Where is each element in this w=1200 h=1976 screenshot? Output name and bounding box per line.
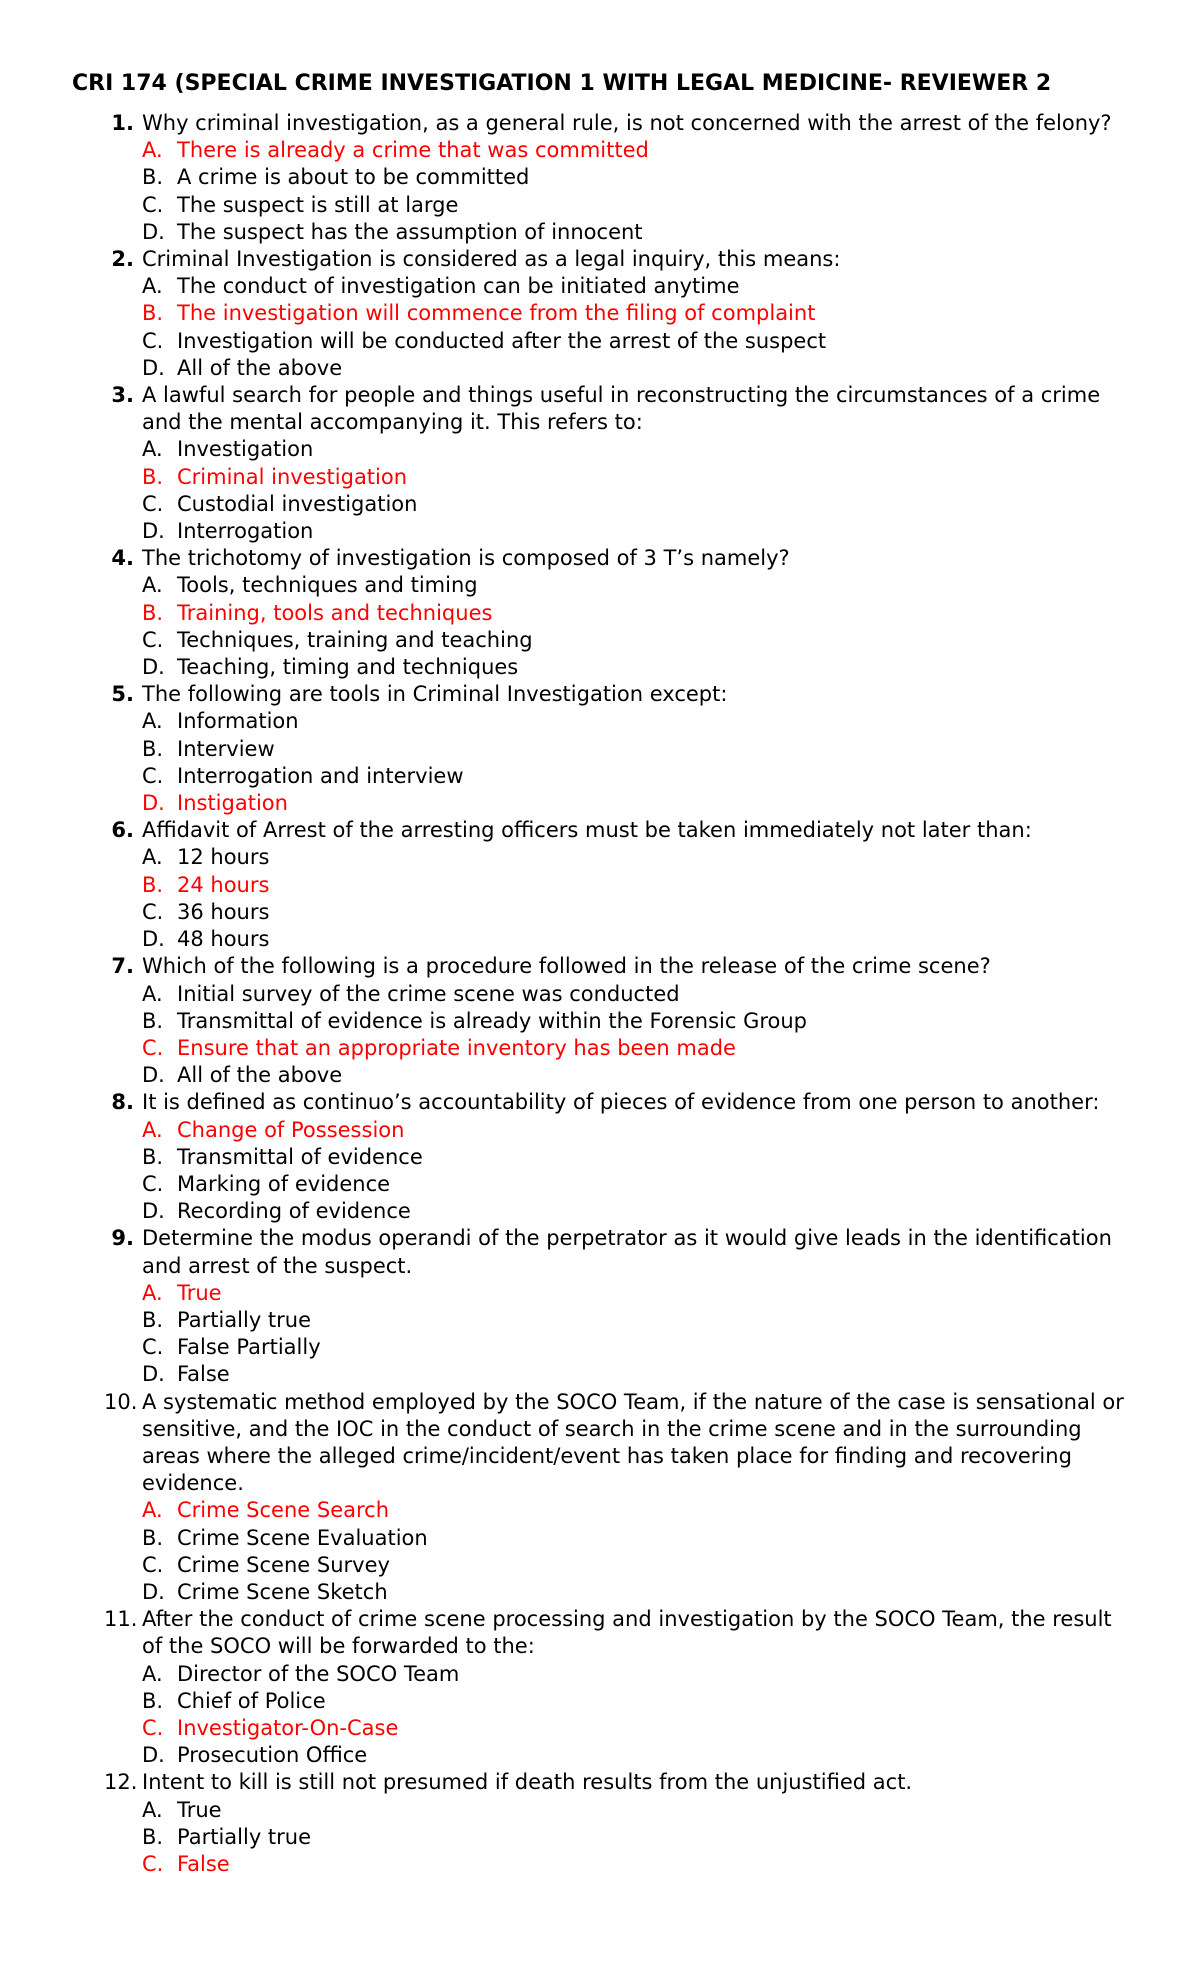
choice-letter: B. <box>142 1688 164 1713</box>
question-text: A systematic method employed by the SOCO Team, if the nature of the case is sensational or sensitive, and the IOC in the conduct of search in the crime scene and in the surrounding areas where the alleged crime/incident/event has taken place for finding and recovering evidence. <box>142 1389 1124 1496</box>
answer-choice <box>0 926 1200 953</box>
answer-choice-correct <box>0 1497 1200 1524</box>
question-item <box>0 1606 1200 1769</box>
choice-list <box>0 1797 1200 1879</box>
choice-letter: C. <box>142 1715 164 1740</box>
choice-text: There is already a crime that was committed <box>177 138 649 163</box>
choice-letter: D. <box>142 1362 165 1387</box>
choice-text: All of the above <box>177 1063 343 1088</box>
choice-list <box>0 1497 1200 1606</box>
choice-letter: B. <box>142 872 164 897</box>
question-number: 3. <box>111 383 134 408</box>
choice-text: Partially true <box>177 1824 312 1849</box>
answer-choice <box>0 1661 1200 1688</box>
choice-letter: C. <box>142 763 164 788</box>
choice-text: Transmittal of evidence <box>177 1144 423 1169</box>
question-text: Which of the following is a procedure followed in the release of the crime scene? <box>142 954 991 979</box>
question-line <box>0 1089 1200 1116</box>
question-number: 11. <box>104 1607 138 1632</box>
question-text: The following are tools in Criminal Investigation except: <box>142 682 728 707</box>
choice-letter: D. <box>142 655 165 680</box>
choice-letter: A. <box>142 274 163 299</box>
choice-letter: A. <box>142 845 163 870</box>
choice-text: Crime Scene Evaluation <box>177 1525 428 1550</box>
choice-text: Criminal investigation <box>177 464 408 489</box>
answer-choice <box>0 164 1200 191</box>
choice-letter: A. <box>142 1117 163 1142</box>
question-item <box>0 1089 1200 1225</box>
question-text: Determine the modus operandi of the perpetrator as it would give leads in the identification and arrest of the suspect. <box>142 1226 1112 1278</box>
choice-text: Custodial investigation <box>177 491 418 516</box>
choice-text: Investigation <box>177 437 314 462</box>
answer-choice-correct <box>0 1117 1200 1144</box>
answer-choice <box>0 1171 1200 1198</box>
choice-text: Interrogation <box>177 519 314 544</box>
choice-text: All of the above <box>177 355 343 380</box>
question-number: 2. <box>111 247 134 272</box>
choice-text: Initial survey of the crime scene was conducted <box>177 981 680 1006</box>
question-item <box>0 1389 1200 1607</box>
choice-letter: C. <box>142 1852 164 1876</box>
question-line <box>0 1389 1200 1498</box>
choice-letter: C. <box>142 1335 164 1360</box>
answer-choice <box>0 736 1200 763</box>
choice-letter: B. <box>142 1008 164 1033</box>
answer-choice <box>0 1307 1200 1334</box>
question-text: The trichotomy of investigation is composed of 3 T’s namely? <box>142 546 790 571</box>
choice-letter: A. <box>142 709 163 734</box>
answer-choice <box>0 1688 1200 1715</box>
choice-text: True <box>177 1280 222 1305</box>
choice-letter: A. <box>142 437 163 462</box>
question-line <box>0 1225 1200 1279</box>
choice-letter: B. <box>142 736 164 761</box>
choice-text: Chief of Police <box>177 1688 326 1713</box>
question-line <box>0 110 1200 137</box>
choice-letter: A. <box>142 981 163 1006</box>
answer-choice <box>0 1008 1200 1035</box>
choice-text: Crime Scene Survey <box>177 1552 390 1577</box>
question-number: 5. <box>111 682 134 707</box>
choice-letter: B. <box>142 301 164 326</box>
choice-text: Tools, techniques and timing <box>177 573 478 598</box>
choice-letter: A. <box>142 1280 163 1305</box>
question-number: 4. <box>111 546 134 571</box>
choice-letter: C. <box>142 491 164 516</box>
answer-choice <box>0 192 1200 219</box>
answer-choice <box>0 273 1200 300</box>
choice-text: Recording of evidence <box>177 1199 411 1224</box>
choice-letter: C. <box>142 192 164 217</box>
question-text: Affidavit of Arrest of the arresting officers must be taken immediately not later than: <box>142 818 1032 843</box>
question-line <box>0 953 1200 980</box>
choice-letter: B. <box>142 600 164 625</box>
question-line <box>0 1769 1200 1796</box>
question-line <box>0 1606 1200 1660</box>
choice-text: Teaching, timing and techniques <box>177 655 519 680</box>
choice-text: 24 hours <box>177 872 270 897</box>
answer-choice-correct <box>0 600 1200 627</box>
answer-choice <box>0 654 1200 681</box>
answer-choice <box>0 491 1200 518</box>
choice-list <box>0 1661 1200 1770</box>
question-item <box>0 1769 1200 1878</box>
choice-letter: B. <box>142 165 164 190</box>
choice-list <box>0 572 1200 681</box>
choice-letter: D. <box>142 927 165 952</box>
answer-choice <box>0 627 1200 654</box>
choice-text: Investigator-On-Case <box>177 1715 399 1740</box>
answer-choice <box>0 572 1200 599</box>
answer-choice <box>0 763 1200 790</box>
choice-text: Information <box>177 709 299 734</box>
choice-letter: D. <box>142 1579 165 1604</box>
answer-choice <box>0 1552 1200 1579</box>
answer-choice-correct <box>0 300 1200 327</box>
question-number: 8. <box>111 1090 134 1115</box>
question-number: 6. <box>111 818 134 843</box>
choice-text: Interview <box>177 736 275 761</box>
answer-choice <box>0 899 1200 926</box>
choice-list <box>0 708 1200 817</box>
answer-choice-correct <box>0 464 1200 491</box>
question-list <box>0 110 1200 1878</box>
choice-text: Crime Scene Search <box>177 1498 390 1523</box>
choice-text: Prosecution Office <box>177 1743 368 1768</box>
question-text: Why criminal investigation, as a general rule, is not concerned with the arrest of the felony? <box>142 111 1112 135</box>
answer-choice <box>0 328 1200 355</box>
choice-text: The conduct of investigation can be initiated anytime <box>177 274 740 299</box>
answer-choice-correct <box>0 790 1200 817</box>
answer-choice <box>0 219 1200 246</box>
choice-letter: A. <box>142 1797 163 1822</box>
question-item <box>0 246 1200 382</box>
choice-list <box>0 1117 1200 1226</box>
answer-choice <box>0 1334 1200 1361</box>
choice-text: Techniques, training and teaching <box>177 627 533 652</box>
choice-text: 48 hours <box>177 927 270 952</box>
question-line <box>0 382 1200 436</box>
choice-text: Crime Scene Sketch <box>177 1579 388 1604</box>
choice-letter: A. <box>142 138 163 163</box>
answer-choice <box>0 1824 1200 1851</box>
answer-choice-correct <box>0 1035 1200 1062</box>
choice-letter: C. <box>142 1171 164 1196</box>
question-line <box>0 681 1200 708</box>
choice-letter: A. <box>142 1661 163 1686</box>
choice-list <box>0 981 1200 1090</box>
question-item <box>0 681 1200 817</box>
choice-letter: D. <box>142 355 165 380</box>
choice-text: Ensure that an appropriate inventory has been made <box>177 1035 736 1060</box>
choice-text: Instigation <box>177 791 288 816</box>
question-number: 7. <box>111 954 134 979</box>
choice-letter: D. <box>142 219 165 244</box>
choice-text: The investigation will commence from the filing of complaint <box>177 301 816 326</box>
question-item <box>0 1225 1200 1388</box>
choice-list <box>0 1280 1200 1389</box>
choice-text: False <box>177 1362 230 1387</box>
answer-choice <box>0 1062 1200 1089</box>
choice-text: Training, tools and techniques <box>177 600 493 625</box>
choice-letter: A. <box>142 573 163 598</box>
choice-text: Transmittal of evidence is already within the Forensic Group <box>177 1008 807 1033</box>
answer-choice <box>0 1361 1200 1388</box>
question-text: It is defined as continuo’s accountability of pieces of evidence from one person to another: <box>142 1090 1100 1115</box>
choice-letter: D. <box>142 519 165 544</box>
choice-text: Interrogation and interview <box>177 763 464 788</box>
answer-choice-correct <box>0 1715 1200 1742</box>
choice-letter: B. <box>142 1307 164 1332</box>
choice-letter: D. <box>142 1199 165 1224</box>
answer-choice <box>0 1198 1200 1225</box>
question-line <box>0 246 1200 273</box>
answer-choice <box>0 844 1200 871</box>
choice-letter: B. <box>142 1525 164 1550</box>
answer-choice <box>0 1742 1200 1769</box>
choice-text: Marking of evidence <box>177 1171 391 1196</box>
choice-text: True <box>177 1797 222 1822</box>
answer-choice-correct <box>0 1280 1200 1307</box>
answer-choice <box>0 436 1200 463</box>
question-text: A lawful search for people and things useful in reconstructing the circumstances of a crime and the mental accompanying it. This refers to: <box>142 383 1101 435</box>
choice-letter: B. <box>142 464 164 489</box>
answer-choice <box>0 708 1200 735</box>
choice-text: 12 hours <box>177 845 270 870</box>
answer-choice-correct <box>0 137 1200 164</box>
question-item <box>0 382 1200 545</box>
choice-letter: D. <box>142 791 165 816</box>
answer-choice-correct <box>0 872 1200 899</box>
question-line <box>0 545 1200 572</box>
document-title: CRI 174 (SPECIAL CRIME INVESTIGATION 1 WITH LEGAL MEDICINE- REVIEWER 2 <box>72 71 1052 96</box>
choice-text: The suspect has the assumption of innocent <box>177 219 643 244</box>
question-number: 10. <box>104 1389 138 1414</box>
choice-letter: B. <box>142 1824 164 1849</box>
choice-text: False <box>177 1852 230 1876</box>
choice-list <box>0 137 1200 246</box>
choice-list <box>0 436 1200 545</box>
question-text: Intent to kill is still not presumed if death results from the unjustified act. <box>142 1770 913 1795</box>
choice-text: Partially true <box>177 1307 312 1332</box>
choice-list <box>0 844 1200 953</box>
answer-choice <box>0 1797 1200 1824</box>
answer-choice <box>0 1144 1200 1171</box>
choice-text: The suspect is still at large <box>177 192 459 217</box>
choice-letter: C. <box>142 1552 164 1577</box>
answer-choice-correct <box>0 1851 1200 1878</box>
answer-choice <box>0 518 1200 545</box>
answer-choice <box>0 1579 1200 1606</box>
choice-text: Change of Possession <box>177 1117 405 1142</box>
question-item <box>0 817 1200 953</box>
question-item <box>0 545 1200 681</box>
choice-letter: C. <box>142 328 164 353</box>
question-line <box>0 817 1200 844</box>
question-item <box>0 953 1200 1089</box>
answer-choice <box>0 1525 1200 1552</box>
question-number: 12. <box>104 1770 138 1795</box>
answer-choice <box>0 981 1200 1008</box>
question-number: 9. <box>111 1226 134 1251</box>
choice-letter: C. <box>142 1035 164 1060</box>
choice-text: False Partially <box>177 1335 321 1360</box>
choice-letter: D. <box>142 1743 165 1768</box>
choice-letter: C. <box>142 627 164 652</box>
question-text: After the conduct of crime scene processing and investigation by the SOCO Team, the result of the SOCO will be forwarded to the: <box>142 1607 1112 1659</box>
choice-text: A crime is about to be committed <box>177 165 530 190</box>
answer-choice <box>0 355 1200 382</box>
choice-text: 36 hours <box>177 899 270 924</box>
question-text: Criminal Investigation is considered as a legal inquiry, this means: <box>142 247 841 272</box>
choice-text: Director of the SOCO Team <box>177 1661 460 1686</box>
choice-list <box>0 273 1200 382</box>
question-number: 1. <box>111 111 134 135</box>
choice-letter: B. <box>142 1144 164 1169</box>
choice-text: Investigation will be conducted after the arrest of the suspect <box>177 328 827 353</box>
choice-letter: D. <box>142 1063 165 1088</box>
choice-letter: C. <box>142 899 164 924</box>
choice-letter: A. <box>142 1498 163 1523</box>
question-item <box>0 110 1200 246</box>
